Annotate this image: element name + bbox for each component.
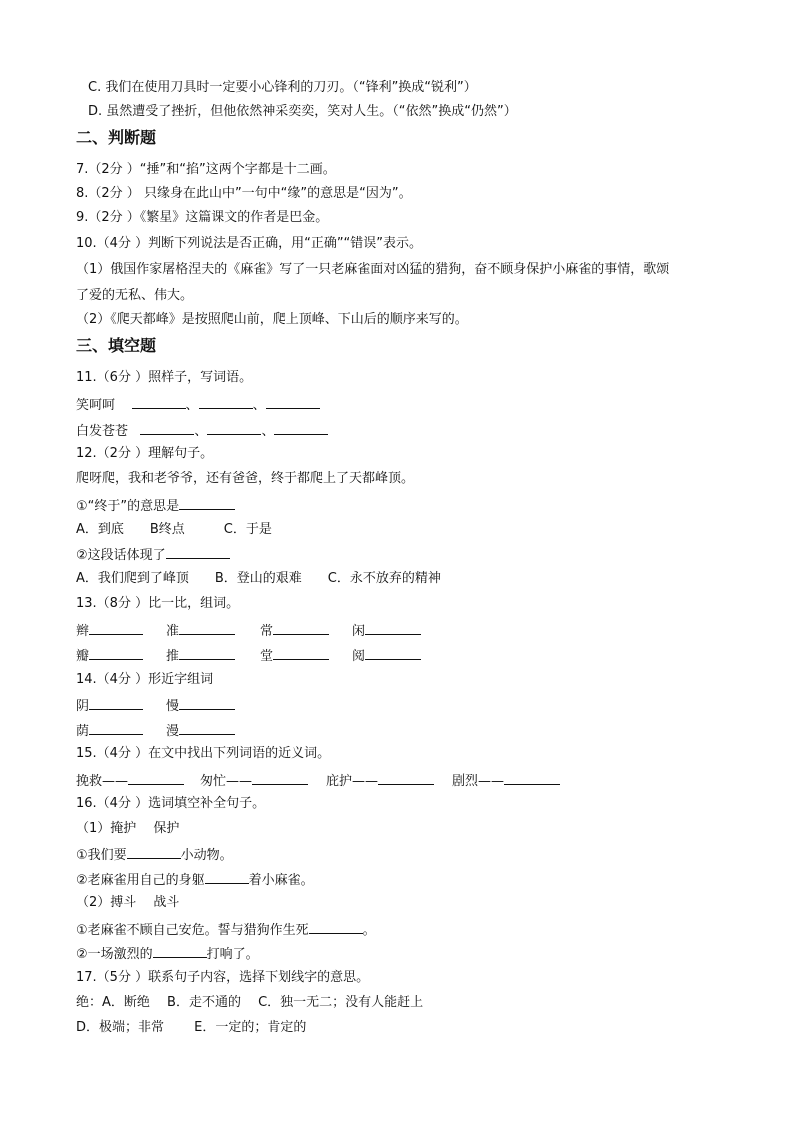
- q13-item: [352, 647, 421, 665]
- answer-blank[interactable]: [127, 846, 181, 859]
- answer-blank[interactable]: [153, 945, 207, 958]
- separator: 、: [252, 398, 266, 413]
- sentence-start: ①老麻雀不顾自己安危。誓与猎狗作生死: [76, 923, 309, 938]
- q14-item: [166, 722, 235, 740]
- question-17-options-1: 绝：A．断绝 B．走不通的 C．独一无二；没有人能赶上: [76, 995, 424, 1010]
- q13-item: [76, 647, 143, 665]
- q13-item: [260, 647, 329, 665]
- q15-item: [200, 772, 308, 790]
- answer-blank[interactable]: [89, 697, 143, 710]
- answer-blank[interactable]: [166, 546, 230, 559]
- q13-item: [260, 622, 329, 640]
- char: 堂: [260, 649, 274, 664]
- question-16: 16.（4分 ）选词填空补全句子。: [76, 796, 266, 811]
- answer-blank[interactable]: [365, 622, 421, 635]
- char: 慢: [166, 699, 180, 714]
- answer-blank[interactable]: [205, 871, 249, 884]
- word: 庇护——: [326, 774, 379, 789]
- char: 推: [166, 649, 180, 664]
- answer-blank[interactable]: [179, 497, 235, 510]
- answer-blank[interactable]: [179, 722, 235, 735]
- question-10-item-2: （2）《爬天都峰》是按照爬山前，爬上顶峰、下山后的顺序来写的。: [76, 312, 468, 327]
- q16-sentence: [76, 921, 376, 939]
- question-12-sub-1: [76, 497, 235, 515]
- section-3-title: 三、填空题: [76, 336, 157, 355]
- question-16-part-1: （1）掩护 保护: [76, 821, 180, 836]
- question-7: 7.（2分 ）“捶”和“掐”这两个字都是十二画。: [76, 162, 336, 177]
- answer-blank[interactable]: [89, 622, 143, 635]
- example-word: 笑呵呵: [76, 398, 116, 413]
- q15-item: [326, 772, 434, 790]
- char: 阅: [352, 649, 366, 664]
- char: 辫: [76, 624, 90, 639]
- question-12-text: 爬呀爬，我和老爷爷，还有爸爸，终于都爬上了天都峰顶。: [76, 471, 415, 486]
- answer-blank[interactable]: [273, 647, 329, 660]
- separator: 、: [185, 398, 199, 413]
- sentence-start: ②老麻雀用自己的身躯: [76, 873, 205, 888]
- sentence-end: 打响了。: [206, 947, 259, 962]
- char: 准: [166, 624, 180, 639]
- sentence-start: ①我们要: [76, 848, 127, 863]
- sentence-end: 着小麻雀。: [248, 873, 314, 888]
- question-12-options-1: A．到底 B终点 C．于是: [76, 522, 272, 537]
- char: 荫: [76, 724, 90, 739]
- answer-blank[interactable]: [179, 697, 235, 710]
- q14-item: [76, 722, 143, 740]
- separator: 、: [261, 424, 275, 439]
- char: 瓣: [76, 649, 90, 664]
- answer-blank[interactable]: [274, 422, 328, 435]
- char: 阴: [76, 699, 90, 714]
- question-13: 13.（8分 ）比一比，组词。: [76, 596, 240, 611]
- word: 挽救——: [76, 774, 129, 789]
- answer-blank[interactable]: [207, 422, 261, 435]
- sub-question-label: ①“终于”的意思是: [76, 499, 180, 514]
- question-16-part-2: （2）搏斗 战斗: [76, 895, 180, 910]
- char: 漫: [166, 724, 180, 739]
- q13-item: [166, 622, 235, 640]
- answer-blank[interactable]: [309, 921, 363, 934]
- question-12-options-2: A．我们爬到了峰顶 B．登山的艰难 C．永不放弃的精神: [76, 571, 441, 586]
- question-10: 10.（4分 ）判断下列说法是否正确，用“正确”“错误”表示。: [76, 236, 423, 251]
- sub-question-label: ②这段话体现了: [76, 548, 166, 563]
- q14-item: [166, 697, 235, 715]
- q16-sentence: [76, 945, 259, 963]
- question-9: 9.（2分 ）《繁星》这篇课文的作者是巴金。: [76, 210, 329, 225]
- q16-sentence: [76, 846, 233, 864]
- q15-item: [76, 772, 184, 790]
- sentence-start: ②一场激烈的: [76, 947, 153, 962]
- sentence-end: 。: [362, 923, 376, 938]
- sentence-end: 小动物。: [180, 848, 233, 863]
- q14-item: [76, 697, 143, 715]
- q13-item: [352, 622, 421, 640]
- answer-blank[interactable]: [179, 647, 235, 660]
- question-14: 14.（4分 ）形近字组词: [76, 672, 214, 687]
- question-11: 11.（6分 ）照样子，写词语。: [76, 370, 253, 385]
- question-15: 15.（4分 ）在文中找出下列词语的近义词。: [76, 746, 331, 761]
- question-12-sub-2: [76, 546, 230, 564]
- question-11-row-1: [76, 396, 320, 414]
- question-8: 8.（2分 ） 只缘身在此山中”一句中“缘”的意思是“因为”。: [76, 186, 412, 201]
- answer-blank[interactable]: [252, 772, 308, 785]
- answer-blank[interactable]: [273, 622, 329, 635]
- answer-blank[interactable]: [266, 396, 320, 409]
- answer-blank[interactable]: [140, 422, 194, 435]
- q16-sentence: [76, 871, 314, 889]
- question-11-row-2: [76, 422, 328, 440]
- q6-option-d: D. 虽然遭受了挫折，但他依然神采奕奕，笑对人生。（“依然”换成“仍然”）: [88, 104, 517, 119]
- word: 剧烈——: [452, 774, 505, 789]
- answer-blank[interactable]: [89, 722, 143, 735]
- answer-blank[interactable]: [128, 772, 184, 785]
- answer-blank[interactable]: [504, 772, 560, 785]
- question-10-item-1-line-1: （1）俄国作家屠格涅夫的《麻雀》写了一只老麻雀面对凶猛的猎狗，奋不顾身保护小麻雀的事情，歌颂: [76, 262, 670, 277]
- answer-blank[interactable]: [199, 396, 253, 409]
- q13-item: [166, 647, 235, 665]
- answer-blank[interactable]: [132, 396, 186, 409]
- q6-option-c: C. 我们在使用刀具时一定要小心锋利的刀刃。（“锋利”换成“锐利”）: [88, 80, 477, 95]
- section-2-title: 二、判断题: [76, 128, 157, 147]
- answer-blank[interactable]: [378, 772, 434, 785]
- question-17: 17.（5分 ）联系句子内容，选择下划线字的意思。: [76, 970, 370, 985]
- separator: 、: [194, 424, 208, 439]
- q15-item: [452, 772, 560, 790]
- char: 闲: [352, 624, 366, 639]
- example-word: 白发苍苍: [76, 424, 129, 439]
- question-12: 12.（2分 ）理解句子。: [76, 446, 214, 461]
- question-10-item-1-line-2: 了爱的无私、伟大。: [76, 288, 194, 303]
- answer-blank[interactable]: [89, 647, 143, 660]
- q13-item: [76, 622, 143, 640]
- answer-blank[interactable]: [365, 647, 421, 660]
- word: 匆忙——: [200, 774, 253, 789]
- question-17-options-2: D．极端；非常 E．一定的；肯定的: [76, 1020, 307, 1035]
- answer-blank[interactable]: [179, 622, 235, 635]
- char: 常: [260, 624, 274, 639]
